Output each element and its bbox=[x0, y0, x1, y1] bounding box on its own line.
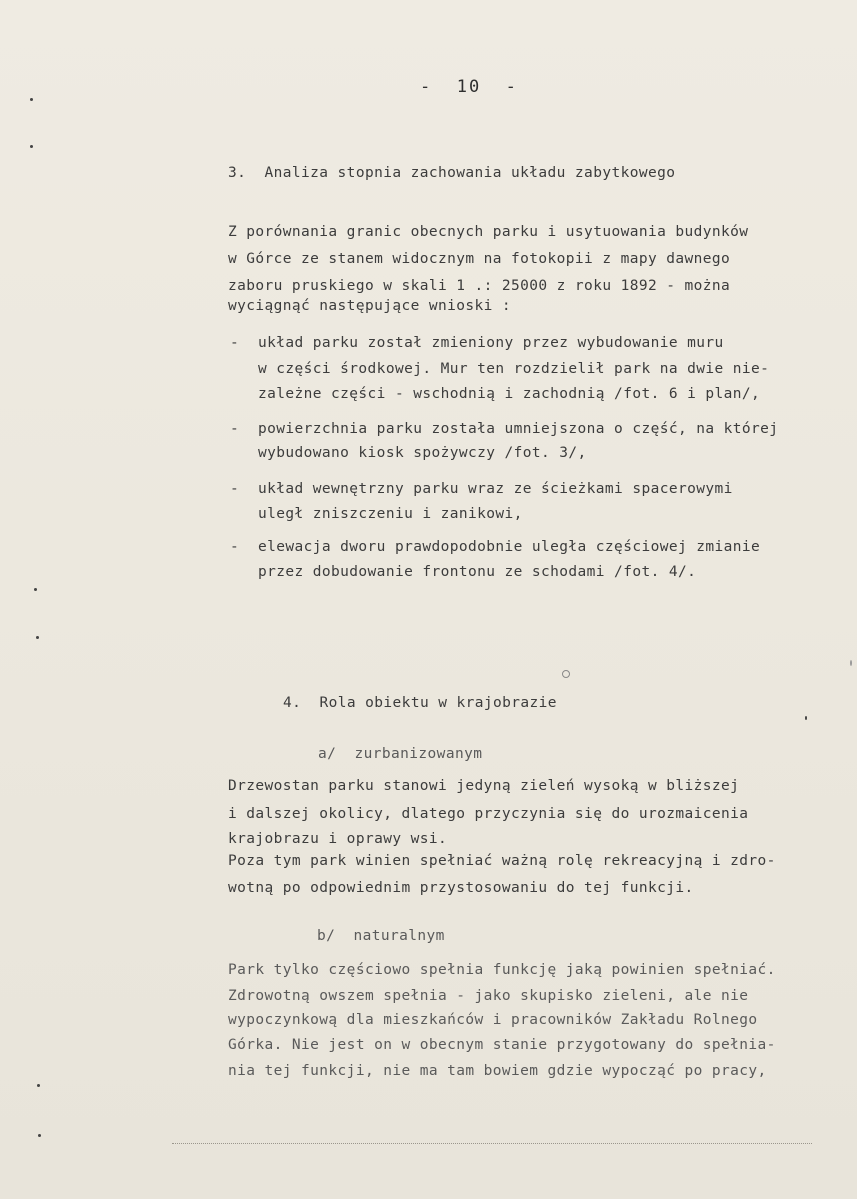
scan-speck bbox=[36, 636, 39, 639]
subsection-b-title: b/ naturalnym bbox=[317, 928, 445, 944]
bullet-line: w części środkowej. Mur ten rozdzielił park na dwie nie- bbox=[258, 361, 770, 377]
scan-speck bbox=[805, 716, 807, 720]
bullet-line: układ parku został zmieniony przez wybudowanie muru bbox=[258, 335, 724, 351]
scan-speck bbox=[30, 145, 33, 148]
subsection-a-title: a/ zurbanizowanym bbox=[318, 746, 483, 762]
subsection-a-line: krajobrazu i oprawy wsi. bbox=[228, 831, 448, 847]
subsection-b-line: Zdrowotną owszem spełnia - jako skupisko zieleni, ale nie bbox=[228, 988, 749, 1004]
subsection-b-line: wypoczynkową dla mieszkańców i pracowników Zakładu Rolnego bbox=[228, 1012, 758, 1028]
bullet-dash: - bbox=[230, 335, 240, 351]
scan-speck bbox=[37, 1084, 40, 1087]
intro-line: Z porównania granic obecnych parku i usytuowania budynków bbox=[228, 224, 749, 240]
scan-edge-line bbox=[172, 1143, 812, 1144]
bullet-line: układ wewnętrzny parku wraz ze ścieżkami spacerowymi bbox=[258, 481, 733, 497]
scan-speck bbox=[850, 660, 852, 666]
section-4-heading: 4. Rola obiektu w krajobrazie bbox=[283, 695, 557, 711]
bullet-dash: - bbox=[230, 481, 240, 497]
bullet-line: przez dobudowanie frontonu ze schodami /fot. 4/. bbox=[258, 564, 697, 580]
intro-line: zaboru pruskiego w skali 1 .: 25000 z roku 1892 - można bbox=[228, 278, 731, 294]
scan-speck bbox=[562, 670, 570, 678]
section-3-heading: 3. Analiza stopnia zachowania układu zabytkowego bbox=[228, 165, 676, 181]
bullet-line: zależne części - wschodnią i zachodnią /fot. 6 i plan/, bbox=[258, 386, 761, 402]
subsection-a-line: wotną po odpowiednim przystosowaniu do tej funkcji. bbox=[228, 880, 694, 896]
intro-line: w Górce ze stanem widocznym na fotokopii z mapy dawnego bbox=[228, 251, 731, 267]
scan-speck bbox=[34, 588, 37, 591]
bullet-dash: - bbox=[230, 421, 240, 437]
bullet-line: elewacja dworu prawdopodobnie uległa częściowej zmianie bbox=[258, 539, 761, 555]
page-number: - 10 - bbox=[420, 77, 518, 97]
subsection-a-line: i dalszej okolicy, dlatego przyczynia się do urozmaicenia bbox=[228, 806, 749, 822]
subsection-a-line: Drzewostan parku stanowi jedyną zieleń wysoką w bliższej bbox=[228, 778, 740, 794]
bullet-line: wybudowano kiosk spożywczy /fot. 3/, bbox=[258, 445, 587, 461]
bullet-dash: - bbox=[230, 539, 240, 555]
subsection-b-line: Park tylko częściowo spełnia funkcję jaką powinien spełniać. bbox=[228, 962, 776, 978]
scan-speck bbox=[30, 98, 33, 101]
bullet-line: uległ zniszczeniu i zanikowi, bbox=[258, 506, 523, 522]
subsection-b-line: Górka. Nie jest on w obecnym stanie przygotowany do spełnia- bbox=[228, 1037, 776, 1053]
subsection-b-line: nia tej funkcji, nie ma tam bowiem gdzie wypocząć po pracy, bbox=[228, 1063, 767, 1079]
intro-line: wyciągnąć następujące wnioski : bbox=[228, 298, 512, 314]
scan-speck bbox=[38, 1134, 41, 1137]
subsection-a-line: Poza tym park winien spełniać ważną rolę rekreacyjną i zdro- bbox=[228, 853, 776, 869]
bullet-line: powierzchnia parku została umniejszona o część, na której bbox=[258, 421, 779, 437]
